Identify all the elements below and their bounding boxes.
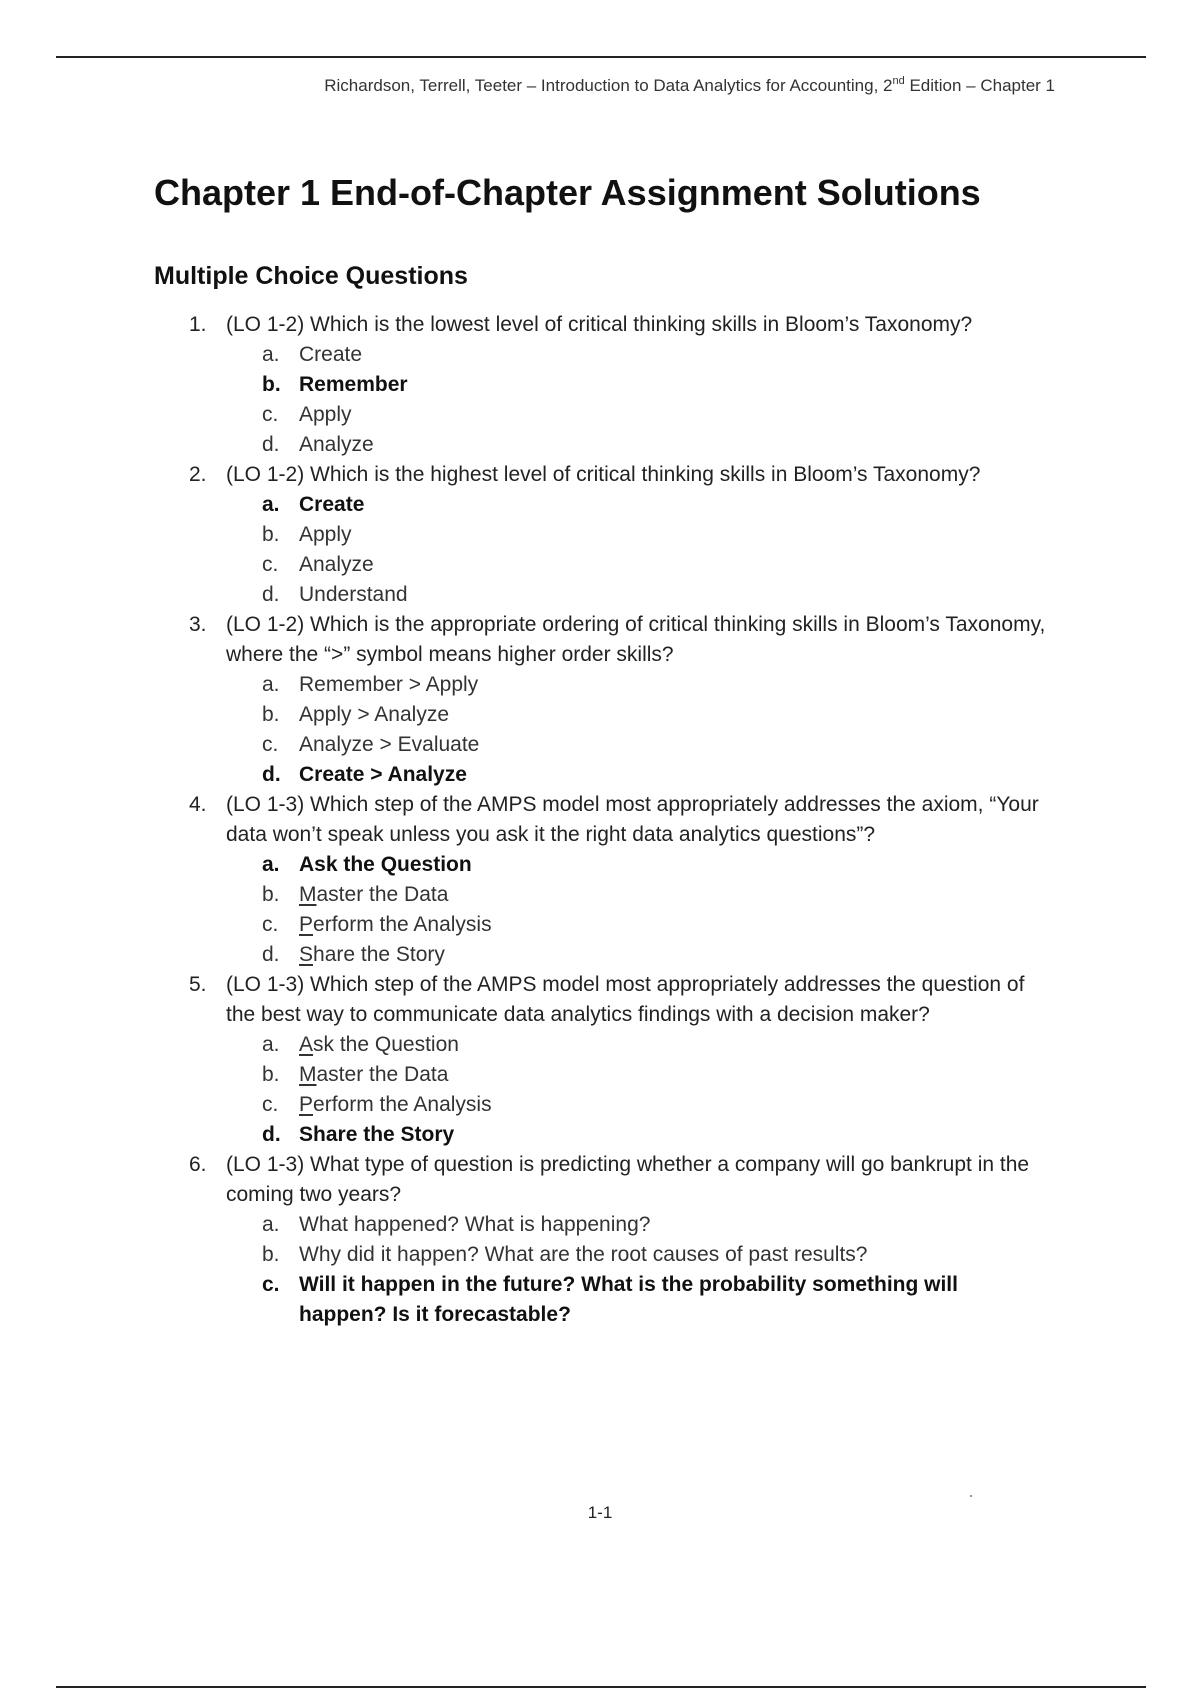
option-letter: c. [262, 553, 279, 576]
option-letter: c. [262, 1093, 279, 1116]
answer-option-correct [226, 760, 999, 790]
question-text: (LO 1-3) Which step of the AMPS model most appropriately addresses the axiom, “Your data won’t speak unless you ask it the right data analytics questions”? [226, 793, 1039, 846]
running-header-text-end: Edition – Chapter 1 [904, 76, 1055, 95]
answer-option [226, 730, 999, 760]
question-list [0, 310, 1200, 1330]
answer-option [226, 880, 999, 910]
option-initial-letter: M [299, 883, 317, 906]
answer-options [226, 340, 1046, 460]
option-letter: c. [262, 913, 279, 936]
answer-option [226, 910, 999, 940]
option-text: sk the Question [313, 1033, 459, 1056]
option-text: Analyze > Evaluate [299, 733, 480, 756]
option-letter: b. [262, 373, 281, 396]
option-text: Will it happen in the future? What is the probability something will happen? Is it forecastable? [299, 1273, 958, 1326]
option-letter: a. [262, 343, 280, 366]
option-initial-letter: A [299, 853, 315, 876]
question-text: (LO 1-3) What type of question is predicting whether a company will go bankrupt in the coming two years? [226, 1153, 1030, 1206]
option-text: Remember > Apply [299, 673, 479, 696]
option-initial-letter: S [299, 1123, 314, 1146]
option-letter: a. [262, 1213, 280, 1236]
option-letter: d. [262, 433, 280, 456]
option-text: sk the Question [314, 853, 472, 876]
question-item [0, 970, 1046, 1150]
question-text: (LO 1-2) Which is the lowest level of critical thinking skills in Bloom’s Taxonomy? [226, 313, 973, 336]
option-letter: d. [262, 583, 280, 606]
answer-option-correct [226, 1120, 999, 1150]
option-text: hare the Story [313, 1123, 455, 1146]
answer-option [226, 1060, 999, 1090]
answer-options [226, 670, 1046, 790]
question-item [0, 790, 1046, 970]
option-letter: b. [262, 703, 280, 726]
answer-option [226, 550, 999, 580]
page-title: Chapter 1 End-of-Chapter Assignment Solutions [154, 172, 981, 213]
answer-option [226, 1090, 999, 1120]
option-letter: c. [262, 403, 279, 426]
answer-option [226, 940, 999, 970]
question-number: 1. [189, 313, 207, 336]
page-number: 1-1 [587, 1503, 613, 1522]
question-text: (LO 1-2) Which is the highest level of critical thinking skills in Bloom’s Taxonomy? [226, 463, 981, 486]
option-letter: a. [262, 493, 280, 516]
question-item [0, 310, 1046, 460]
question-number: 3. [189, 613, 207, 636]
option-text: Remember [299, 373, 408, 396]
option-text: Analyze [299, 553, 374, 576]
option-text: aster the Data [316, 1063, 449, 1086]
option-text: erform the Analysis [313, 913, 492, 936]
answer-option [226, 400, 999, 430]
option-text: Create [299, 493, 365, 516]
option-letter: d. [262, 1123, 281, 1146]
question-item [0, 1150, 1046, 1330]
question-text: (LO 1-3) Which step of the AMPS model most appropriately addresses the question of the best way to communicate data analytics findings with a decision maker? [226, 973, 1025, 1026]
option-initial-letter: S [299, 943, 314, 966]
answer-option [226, 700, 999, 730]
option-initial-letter: P [299, 1093, 314, 1116]
option-letter: b. [262, 1243, 280, 1266]
option-text: Analyze [299, 433, 374, 456]
option-text: hare the Story [313, 943, 445, 966]
option-text: Create [299, 343, 363, 366]
answer-option [226, 1240, 999, 1270]
answer-option [226, 430, 999, 460]
option-letter: d. [262, 943, 280, 966]
question-number: 5. [189, 973, 207, 996]
option-initial-letter: M [299, 1063, 317, 1086]
option-letter: c. [262, 1273, 280, 1296]
option-letter: b. [262, 523, 280, 546]
answer-option [226, 1030, 999, 1060]
option-letter: b. [262, 1063, 280, 1086]
answer-option-correct [226, 850, 999, 880]
option-text: Understand [299, 583, 408, 606]
running-header [0, 76, 1055, 96]
option-text: Apply [299, 403, 352, 426]
option-text: erform the Analysis [313, 1093, 492, 1116]
option-letter: c. [262, 733, 279, 756]
bottom-rule [56, 1686, 1146, 1688]
answer-option [226, 1210, 999, 1240]
option-text: aster the Data [316, 883, 449, 906]
question-item [0, 610, 1046, 790]
section-heading: Multiple Choice Questions [154, 262, 468, 290]
answer-options [226, 850, 1046, 970]
option-letter: b. [262, 883, 280, 906]
option-text: Create > Analyze [299, 763, 467, 786]
answer-option-correct [226, 370, 999, 400]
option-initial-letter: A [299, 1033, 314, 1056]
answer-options [226, 490, 1046, 610]
scan-speck [970, 1495, 972, 1497]
question-number: 4. [189, 793, 207, 816]
option-text: What happened? What is happening? [299, 1213, 651, 1236]
answer-option [226, 340, 999, 370]
answer-options [226, 1210, 1046, 1330]
option-letter: a. [262, 853, 280, 876]
question-number: 6. [189, 1153, 207, 1176]
answer-option [226, 670, 999, 700]
option-text: Apply > Analyze [299, 703, 450, 726]
answer-options [226, 1030, 1046, 1150]
option-letter: a. [262, 1033, 280, 1056]
running-header-text: Richardson, Terrell, Teeter – Introduction to Data Analytics for Accounting, 2 [324, 76, 893, 95]
answer-option-correct [226, 1270, 999, 1330]
answer-option [226, 580, 999, 610]
question-number: 2. [189, 463, 207, 486]
option-text: Why did it happen? What are the root causes of past results? [299, 1243, 868, 1266]
top-rule [56, 56, 1146, 58]
edition-superscript: nd [892, 75, 905, 87]
option-text: Apply [299, 523, 352, 546]
question-text: (LO 1-2) Which is the appropriate ordering of critical thinking skills in Bloom’s Taxonomy, where the “>” symbol means higher order skills? [226, 613, 1046, 666]
answer-option-correct [226, 490, 999, 520]
answer-option [226, 520, 999, 550]
option-initial-letter: P [299, 913, 314, 936]
option-letter: d. [262, 763, 281, 786]
question-item [0, 460, 1046, 610]
option-letter: a. [262, 673, 280, 696]
